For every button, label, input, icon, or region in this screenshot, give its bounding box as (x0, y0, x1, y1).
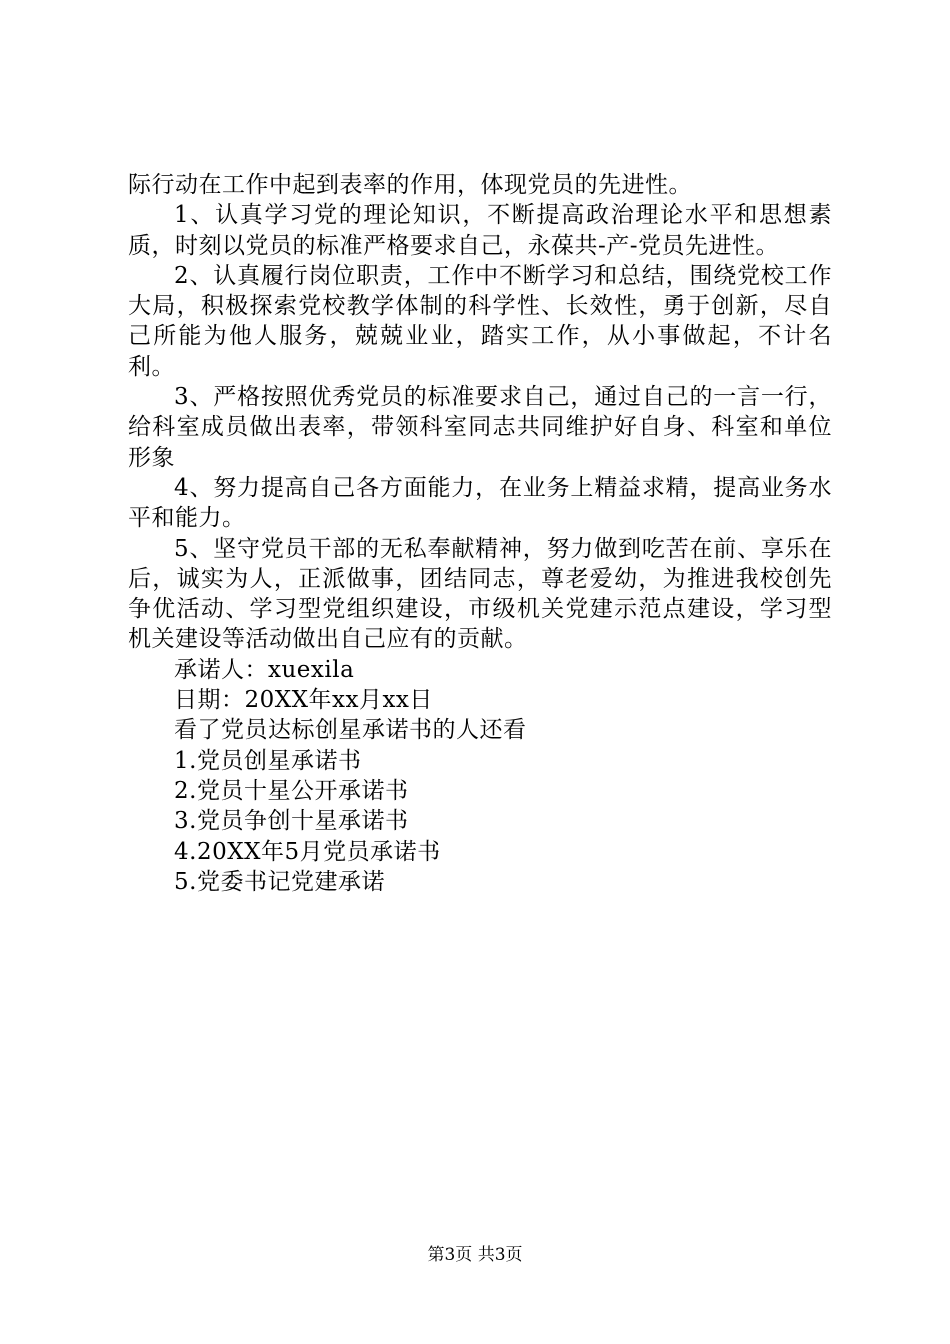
related-item-4[interactable]: 4.20XX年5月党员承诺书 (174, 838, 441, 865)
related-item-3[interactable]: 3.党员争创十星承诺书 (174, 808, 409, 835)
signer-line: 承诺人：xuexila (174, 656, 355, 683)
date-line: 日期：20XX年xx月xx日 (174, 687, 433, 714)
related-heading: 看了党员达标创星承诺书的人还看 (174, 717, 527, 744)
paragraph-item-5: 5、坚守党员干部的无私奉献精神，努力做到吃苦在前、享乐在后，诚实为人，正派做事，团结同志，尊老爱幼，为推进我校创先争优活动、学习型党组织建设，市级机关党建示范点建设，学习型机关建设等活动做出自己应有的贡献。 (128, 535, 832, 653)
paragraph-continuation: 际行动在工作中起到表率的作用，体现党员的先进性。 (128, 172, 692, 198)
related-item-2[interactable]: 2.党员十星公开承诺书 (174, 777, 409, 804)
page-number-footer: 第3页 共3页 (427, 1245, 523, 1265)
paragraph-item-4: 4、努力提高自己各方面能力，在业务上精益求精，提高业务水平和能力。 (128, 474, 832, 532)
related-item-1[interactable]: 1.党员创星承诺书 (174, 747, 362, 774)
paragraph-item-1: 1、认真学习党的理论知识，不断提高政治理论水平和思想素质，时刻以党员的标准严格要求自己，永葆共-产-党员先进性。 (128, 202, 832, 259)
paragraph-item-2: 2、认真履行岗位职责，工作中不断学习和总结，围绕党校工作大局，积极探索党校教学体制的科学性、长效性，勇于创新，尽自己所能为他人服务，兢兢业业，踏实工作，从小事做起，不计名利。 (128, 262, 832, 380)
document-body (128, 170, 832, 897)
paragraph-item-3: 3、严格按照优秀党员的标准要求自己，通过自己的一言一行，给科室成员做出表率，带领科室同志共同维护好自身、科室和单位形象 (128, 384, 832, 471)
related-item-5[interactable]: 5.党委书记党建承诺 (174, 868, 385, 895)
